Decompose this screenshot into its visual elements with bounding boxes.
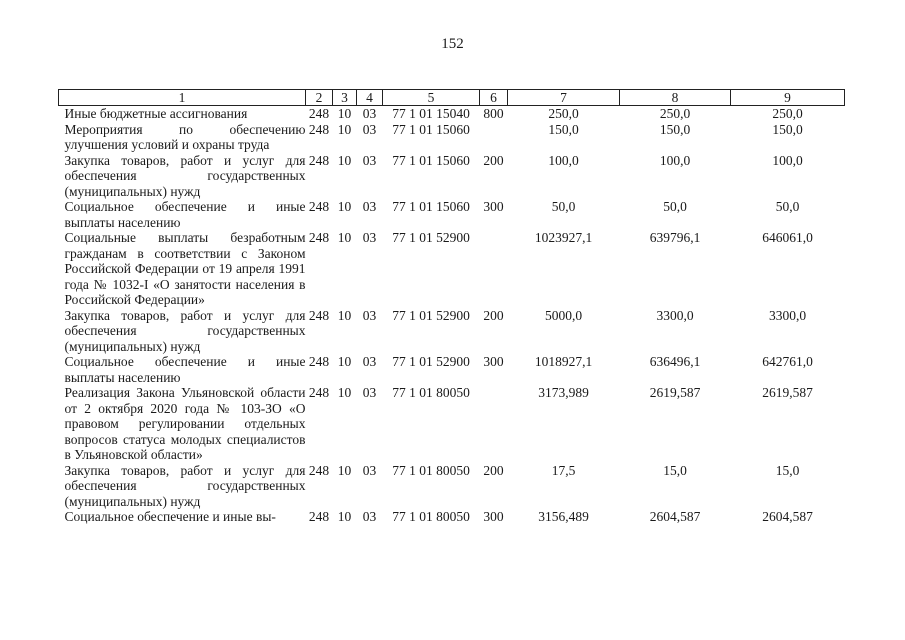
subsection-cell: 03 (362, 152, 377, 168)
amount-col7-cell: 250,0 (548, 106, 579, 121)
row-name-cell: Социальное обеспечение и иные вы- (64, 509, 276, 524)
amount-col9-cell: 646061,0 (762, 230, 813, 245)
admin-code-cell: 248 (308, 307, 330, 323)
admin-code-cell: 248 (308, 152, 330, 168)
section-cell: 10 (337, 385, 352, 400)
amount-col8-cell: 250,0 (659, 106, 691, 121)
table-header-row (59, 90, 845, 106)
expense-type-cell: 300 (483, 509, 504, 524)
table-row (59, 308, 845, 355)
amount-col7-cell: 5000,0 (544, 307, 583, 323)
table-row (59, 199, 845, 230)
table-row (59, 509, 845, 525)
table-row (59, 463, 845, 510)
amount-col9-cell: 250,0 (772, 106, 803, 121)
column-header: 4 (357, 90, 383, 106)
section-cell: 10 (337, 199, 352, 214)
admin-code-cell: 248 (308, 509, 330, 524)
amount-col9-cell: 15,0 (775, 462, 800, 478)
subsection-cell: 03 (362, 385, 377, 400)
expense-type-cell: 300 (483, 199, 504, 214)
amount-col7-cell: 50,0 (551, 199, 576, 214)
amount-col8-cell: 50,0 (663, 199, 687, 214)
admin-code-cell: 248 (308, 230, 330, 245)
amount-col7-cell: 3156,489 (538, 509, 589, 524)
amount-col9-cell: 2604,587 (762, 509, 813, 524)
column-header: 8 (620, 90, 731, 106)
expense-type-cell (480, 385, 508, 463)
admin-code-cell: 248 (308, 121, 330, 137)
expense-type-cell: 200 (483, 307, 504, 323)
row-name-cell: Социальное обеспечение и иные выплаты населению (64, 354, 306, 385)
expense-type-cell: 200 (483, 462, 504, 478)
subsection-cell: 03 (362, 106, 377, 121)
amount-col9-cell: 642761,0 (762, 354, 813, 369)
admin-code-cell: 248 (308, 462, 330, 478)
amount-col8-cell: 639796,1 (649, 230, 701, 245)
subsection-cell: 03 (362, 462, 377, 478)
section-cell: 10 (337, 106, 352, 121)
column-header: 2 (306, 90, 333, 106)
amount-col8-cell: 2604,587 (649, 509, 701, 524)
table-row (59, 230, 845, 308)
section-cell: 10 (337, 354, 352, 369)
column-header: 3 (333, 90, 357, 106)
amount-col8-cell: 15,0 (663, 462, 687, 478)
subsection-cell: 03 (362, 509, 377, 524)
subsection-cell: 03 (362, 199, 377, 214)
amount-col8-cell: 100,0 (659, 152, 691, 168)
subsection-cell: 03 (362, 121, 377, 137)
amount-col8-cell: 2619,587 (649, 385, 701, 400)
row-name-cell: Социальные выплаты безработным гражданам в соответствии с Законом Российской Федерации от 19 апреля 1991 года № 1032-I «О занятости населения в Российской Федерации» (64, 230, 306, 307)
amount-col9-cell: 150,0 (772, 121, 803, 137)
target-article-cell: 77 1 01 80050 (392, 509, 470, 524)
admin-code-cell: 248 (308, 106, 330, 121)
target-article-cell: 77 1 01 15060 (392, 152, 470, 168)
target-article-cell: 77 1 01 15060 (392, 199, 470, 214)
amount-col7-cell: 100,0 (548, 152, 579, 168)
row-name-cell: Иные бюджетные ассигнования (64, 106, 248, 121)
amount-col8-cell: 150,0 (659, 121, 691, 137)
row-name-cell: Мероприятия по обеспечению улучшения условий и охраны труда (64, 121, 306, 152)
column-header: 1 (59, 90, 306, 106)
table-row (59, 122, 845, 153)
row-name-cell: Закупка товаров, работ и услуг для обеспечения государственных (муниципальных) нужд (64, 462, 306, 509)
target-article-cell: 77 1 01 52900 (392, 230, 470, 245)
amount-col8-cell: 636496,1 (649, 354, 701, 369)
target-article-cell: 77 1 01 15040 (392, 106, 470, 121)
target-article-cell: 77 1 01 52900 (392, 354, 470, 369)
table-row (59, 354, 845, 385)
row-name-cell: Социальное обеспечение и иные выплаты населению (64, 199, 306, 230)
table-row (59, 385, 845, 463)
table-row (59, 106, 845, 122)
budget-table (58, 89, 845, 525)
section-cell: 10 (337, 121, 352, 137)
page-number: 152 (441, 36, 464, 52)
section-cell: 10 (337, 509, 352, 524)
row-name-cell: Закупка товаров, работ и услуг для обеспечения государственных (муниципальных) нужд (64, 152, 306, 199)
expense-type-cell: 200 (483, 152, 504, 168)
amount-col7-cell: 17,5 (551, 462, 576, 478)
amount-col8-cell: 3300,0 (656, 307, 694, 323)
target-article-cell: 77 1 01 15060 (392, 121, 470, 137)
amount-col7-cell: 1018927,1 (534, 354, 593, 369)
section-cell: 10 (337, 230, 352, 245)
target-article-cell: 77 1 01 52900 (392, 307, 470, 323)
column-header: 6 (480, 90, 508, 106)
amount-col7-cell: 150,0 (548, 121, 579, 137)
amount-col7-cell: 3173,989 (538, 385, 589, 400)
row-name-cell: Закупка товаров, работ и услуг для обеспечения государственных (муниципальных) нужд (64, 307, 306, 354)
target-article-cell: 77 1 01 80050 (392, 385, 470, 400)
amount-col9-cell: 50,0 (775, 199, 800, 214)
table-row (59, 153, 845, 200)
expense-type-cell (480, 122, 508, 153)
amount-col7-cell: 1023927,1 (534, 230, 593, 245)
amount-col9-cell: 3300,0 (768, 307, 807, 323)
column-header: 5 (383, 90, 480, 106)
amount-col9-cell: 2619,587 (762, 385, 813, 400)
admin-code-cell: 248 (308, 385, 330, 400)
column-header: 9 (731, 90, 845, 106)
admin-code-cell: 248 (308, 199, 330, 214)
subsection-cell: 03 (362, 307, 377, 323)
section-cell: 10 (337, 152, 352, 168)
amount-col9-cell: 100,0 (772, 152, 803, 168)
section-cell: 10 (337, 307, 352, 323)
expense-type-cell: 300 (483, 354, 504, 369)
admin-code-cell: 248 (308, 354, 330, 369)
section-cell: 10 (337, 462, 352, 478)
expense-type-cell: 800 (483, 106, 504, 121)
subsection-cell: 03 (362, 230, 377, 245)
subsection-cell: 03 (362, 354, 377, 369)
expense-type-cell (480, 230, 508, 308)
target-article-cell: 77 1 01 80050 (392, 462, 470, 478)
row-name-cell: Реализация Закона Ульяновской области от 2 октября 2020 года № 103-ЗО «О правовом регулировании отдельных вопросов статуса молодых специалистов в Ульяновской области» (64, 385, 306, 462)
column-header: 7 (508, 90, 620, 106)
